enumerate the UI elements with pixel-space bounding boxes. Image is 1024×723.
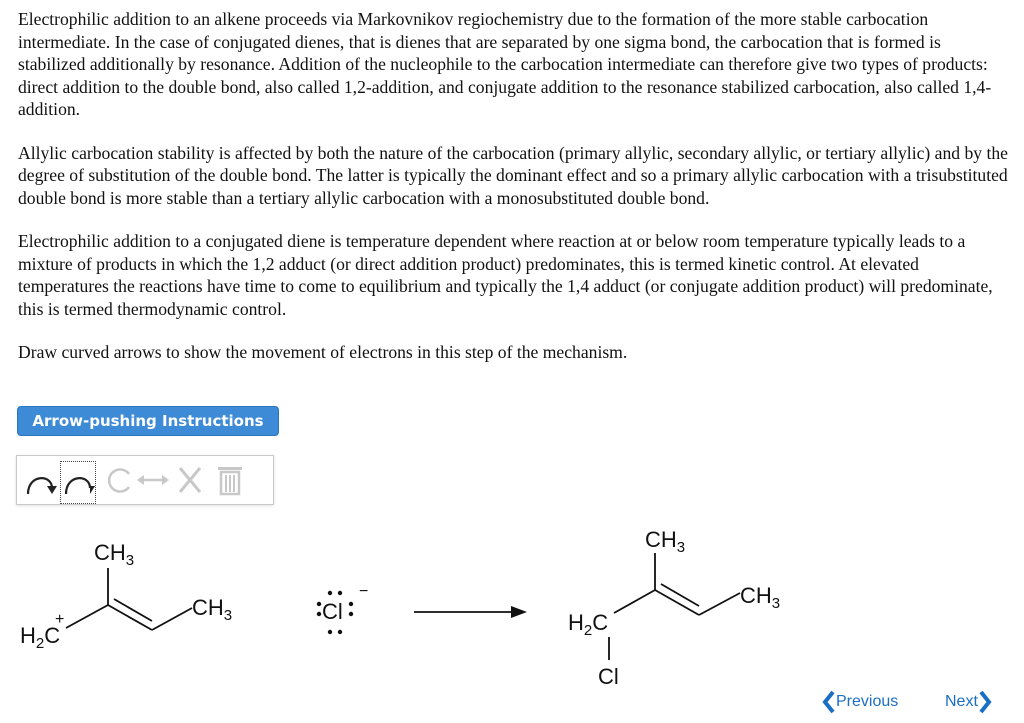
previous-button[interactable]	[822, 688, 898, 716]
chloride-symbol: Cl	[322, 599, 343, 624]
chevron-left-icon	[822, 689, 836, 715]
reaction-arrow	[414, 606, 527, 618]
arrow-toolbar	[16, 455, 274, 505]
reactant-ch3-right: $CH_3$	[192, 595, 233, 624]
reactant-bond-c-ch3-right	[152, 608, 192, 630]
paragraph-temperature-control: Electrophilic addition to a conjugated diene is temperature dependent where reaction at or below room temperature typically leads to a mixture of products in which the 1,2 adduct (or direct addition product) predominates, this is termed kinetic control. At elevated temperatures the reactions have time to come to equilibrium and typically the 1,4 adduct (or conjugate addition product) will predominate, this is termed thermodynamic control.	[18, 231, 993, 319]
resonance-arrow-icon[interactable]	[135, 462, 171, 503]
rotate-icon[interactable]	[101, 462, 137, 503]
product-ch3-right: $CH_3$	[740, 583, 781, 612]
product-cl: Cl	[598, 664, 619, 689]
product-double-bond-b	[661, 584, 699, 606]
delete-x-icon[interactable]	[173, 462, 207, 503]
paragraph-task: Draw curved arrows to show the movement of electrons in this step of the mechanism.	[18, 342, 628, 362]
chevron-right-icon	[978, 689, 992, 715]
reactant-double-bond-b	[114, 599, 152, 621]
reactant-molecule	[20, 540, 232, 652]
chloride-ion	[317, 583, 369, 634]
question-text	[18, 8, 1008, 385]
arrow-pushing-instructions-button[interactable]: Arrow-pushing Instructions	[17, 406, 279, 436]
reactant-bond-ch2-c	[66, 605, 108, 628]
product-ch3-top: $CH_3$	[645, 527, 686, 556]
next-label: Next	[945, 693, 978, 710]
paragraph-allylic-stability: Allylic carbocation stability is affected by both the nature of the carbocation (primary allylic, secondary allylic, or tertiary allylic) and by the degree of substitution of the double bond. The latter is typically the dominant effect and so a primary allylic carbocation with a trisubstituted double bond is more stable than a tertiary allylic carbocation with a monosubstituted double bond.	[18, 142, 1008, 208]
trash-icon[interactable]	[213, 462, 247, 503]
reactant-ch3-top: $CH_3$	[94, 540, 135, 569]
product-h2c: $H_2C$	[568, 610, 609, 639]
product-molecule	[568, 527, 780, 689]
paragraph-markovnikov: Electrophilic addition to an alkene proceeds via Markovnikov regiochemistry due to the formation of the more stable carbocation intermediate. In the case of conjugated dienes, that is dienes that are separated by one sigma bond, the carbocation that is formed is stabilized additionally by resonance. Addition of the nucleophile to the carbocation intermediate can therefore give two types of products: direct addition to the double bond, also called 1,2-addition, and conjugate addition to the resonance stabilized carbocation, also called 1,4-addition.	[18, 9, 992, 119]
reactant-positive-charge: +	[55, 611, 65, 628]
reaction-scheme	[0, 510, 1024, 695]
reactant-h2c: $H_2C$	[20, 623, 61, 652]
next-button[interactable]	[945, 688, 992, 716]
double-curved-arrow-icon[interactable]	[23, 462, 57, 503]
single-curved-arrow-icon[interactable]	[61, 462, 95, 503]
chloride-charge: −	[359, 583, 369, 600]
product-bond-ch2-c	[614, 590, 655, 613]
product-bond-c-ch3-right	[699, 593, 740, 615]
previous-label: Previous	[836, 693, 899, 710]
